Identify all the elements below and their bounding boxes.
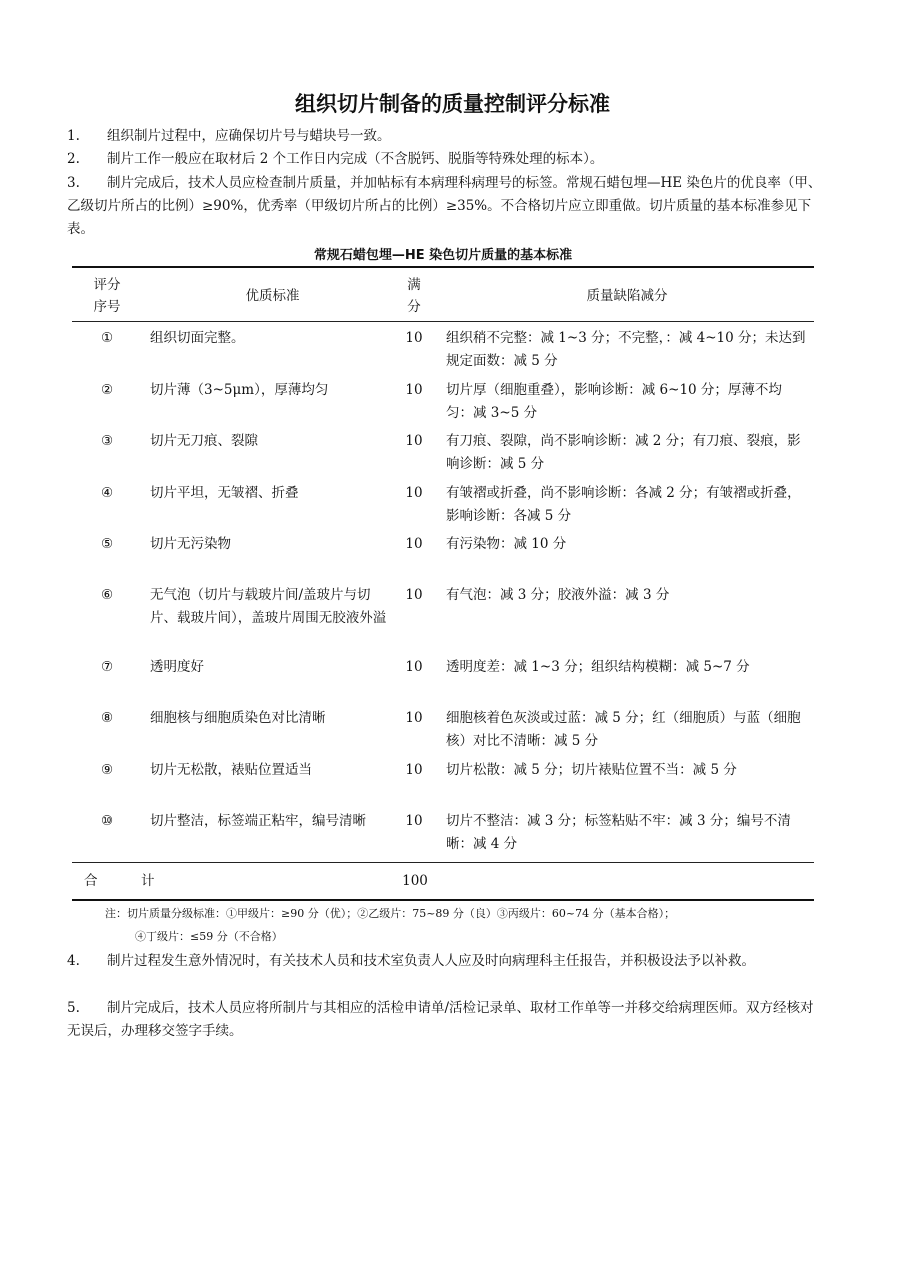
row-1-standard: 组织切面完整。 — [150, 330, 245, 346]
row-9-standard: 切片无松散，裱贴位置适当 — [150, 762, 312, 778]
paragraph-number: 4. — [67, 953, 80, 969]
row-6-number: ⑥ — [100, 587, 114, 603]
row-3-number: ③ — [100, 433, 114, 449]
paragraph-text: 制片完成后，技术人员应将所制片与其相应的活检申请单/活检记录单、取材工作单等一并移交给病理医师。双方经核对无误后，办理移交签字手续。 — [67, 1000, 814, 1039]
row-2-standard: 切片薄（3~5μm），厚薄均匀 — [150, 382, 329, 398]
paragraph-4 — [67, 950, 822, 973]
total-label-b: 计 — [141, 873, 155, 889]
paragraph-number: 5. — [67, 1000, 80, 1016]
paragraph-number: 2. — [67, 151, 80, 167]
header-standard: 优质标准 — [245, 288, 300, 304]
row-10-standard: 切片整洁，标签端正粘牢，编号清晰 — [150, 813, 366, 829]
header-number-line1: 评分 — [93, 277, 121, 293]
row-5-standard: 切片无污染物 — [150, 536, 231, 552]
row-4-number: ④ — [100, 485, 114, 501]
paragraph-text: 组织制片过程中，应确保切片号与蜡块号一致。 — [107, 128, 391, 144]
header-score-line2: 分 — [407, 299, 421, 315]
paragraph-2 — [67, 148, 822, 171]
row-3-score: 10 — [405, 433, 423, 449]
row-5-number: ⑤ — [100, 536, 114, 552]
row-10-score: 10 — [405, 813, 423, 829]
total-label-a: 合 — [84, 873, 98, 889]
row-8-number: ⑧ — [100, 710, 114, 726]
row-4-score: 10 — [405, 485, 423, 501]
table-header-rule — [72, 321, 814, 322]
row-5-score: 10 — [405, 536, 423, 552]
total-score: 100 — [402, 873, 428, 889]
row-7-deduction: 透明度差：减 1~3 分；组织结构模糊：减 5~7 分 — [446, 659, 750, 675]
row-7-standard: 透明度好 — [150, 659, 204, 675]
table-caption: 常规石蜡包埋—HE 染色切片质量的基本标准 — [313, 248, 573, 263]
table-total-rule — [72, 862, 814, 863]
row-2-number: ② — [100, 382, 114, 398]
table-bottom-rule — [72, 899, 814, 901]
row-1-number: ① — [100, 330, 114, 346]
table-note-line2: ④丁级片：≤59 分（不合格） — [135, 930, 283, 943]
row-6-deduction: 有气泡：减 3 分；胶液外溢：减 3 分 — [446, 587, 670, 603]
header-deduction: 质量缺陷减分 — [586, 288, 668, 304]
table-top-rule — [72, 266, 814, 268]
row-3-deduction: 有刀痕、裂隙，尚不影响诊断：减 2 分；有刀痕、裂痕，影响诊断：减 5 分 — [446, 433, 801, 472]
row-10-number: ⑩ — [100, 813, 114, 829]
row-4-deduction: 有皱褶或折叠，尚不影响诊断：各减 2 分；有皱褶或折叠，影响诊断：各减 5 分 — [446, 485, 801, 524]
page-title: 组织切片制备的质量控制评分标准 — [295, 92, 610, 116]
row-2-score: 10 — [405, 382, 423, 398]
paragraph-text: 制片工作一般应在取材后 2 个工作日内完成（不含脱钙、脱脂等特殊处理的标本）。 — [107, 151, 604, 167]
row-2-deduction: 切片厚（细胞重叠），影响诊断：减 6~10 分；厚薄不均匀：减 3~5 分 — [446, 382, 782, 421]
row-1-deduction: 组织稍不完整：减 1~3 分；不完整，：减 4~10 分；未达到规定面数：减 5 分 — [446, 330, 806, 369]
paragraph-number: 3. — [67, 175, 80, 191]
row-8-standard: 细胞核与细胞质染色对比清晰 — [150, 710, 326, 726]
row-9-number: ⑨ — [100, 762, 114, 778]
row-7-number: ⑦ — [100, 659, 114, 675]
header-score-line1: 满 — [407, 277, 421, 293]
paragraph-text: 制片完成后，技术人员应检查制片质量，并加帖标有本病理科病理号的标签。常规石蜡包埋—HE 染色片的优良率（甲、乙级切片所占的比例）≥90%，优秀率（甲级切片所占的比例）≥35%。不合格切片应立即重做。切片质量的基本标准参见下表。 — [67, 175, 822, 237]
row-3-standard: 切片无刀痕、裂隙 — [150, 433, 258, 449]
header-number-line2: 序号 — [93, 299, 121, 315]
row-7-score: 10 — [405, 659, 423, 675]
row-8-deduction: 细胞核着色灰淡或过蓝：减 5 分；红（细胞质）与蓝（细胞核）对比不清晰：减 5 分 — [446, 710, 801, 749]
row-9-deduction: 切片松散：减 5 分；切片裱贴位置不当：减 5 分 — [446, 762, 737, 778]
row-8-score: 10 — [405, 710, 423, 726]
row-4-standard: 切片平坦，无皱褶、折叠 — [150, 485, 299, 501]
row-10-deduction: 切片不整洁：减 3 分；标签粘贴不牢：减 3 分；编号不清晰：减 4 分 — [446, 813, 791, 852]
paragraph-1 — [67, 125, 822, 148]
paragraph-3 — [67, 172, 822, 241]
row-5-deduction: 有污染物：减 10 分 — [446, 536, 567, 552]
row-6-score: 10 — [405, 587, 423, 603]
header-score — [402, 274, 426, 318]
header-number — [88, 274, 126, 318]
row-9-score: 10 — [405, 762, 423, 778]
paragraph-5 — [67, 997, 822, 1043]
paragraph-text: 制片过程发生意外情况时，有关技术人员和技术室负责人人应及时向病理科主任报告，并积极设法予以补救。 — [107, 953, 755, 969]
row-1-score: 10 — [405, 330, 423, 346]
paragraph-number: 1. — [67, 128, 80, 144]
row-6-standard: 无气泡（切片与载玻片间/盖玻片与切片、载玻片间），盖玻片周围无胶液外溢 — [150, 587, 387, 626]
table-note-line1: 注：切片质量分级标准：①甲级片：≥90 分（优）；②乙级片：75~89 分（良）③丙级片：60~74 分（基本合格）； — [105, 907, 676, 920]
